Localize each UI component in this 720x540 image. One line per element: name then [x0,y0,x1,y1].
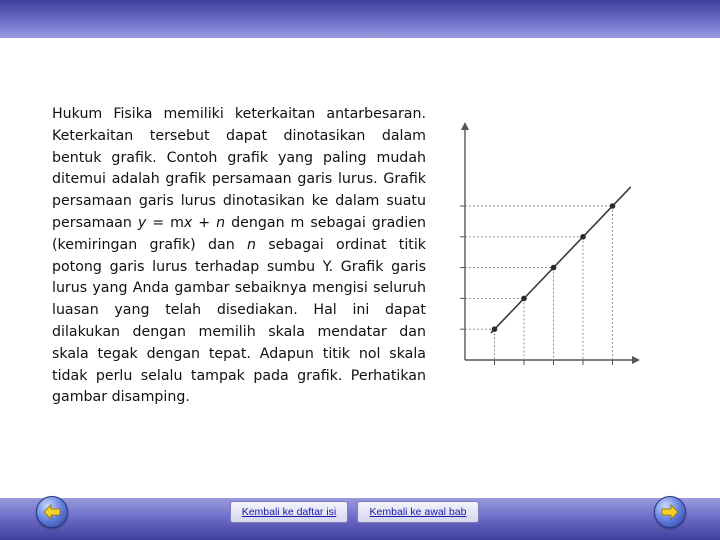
text-run: + [192,214,217,231]
previous-slide-button[interactable] [36,496,68,528]
italic-text-run: y [137,214,147,231]
best-fit-line [491,187,631,333]
next-slide-button[interactable] [654,496,686,528]
data-point [610,203,616,209]
italic-text-run: x [183,214,193,231]
y-axis-arrow [461,122,469,130]
text-run: = m [146,214,184,231]
header-bar [0,0,720,38]
data-point [580,234,586,240]
left-arrow-icon [43,504,61,520]
back-to-toc-button[interactable]: Kembali ke daftar isi [230,501,348,523]
italic-text-run: n [246,236,256,253]
text-run: Hukum Fisika memiliki keterkaitan antarbesaran. Keterkaitan tersebut dapat dinotasikan dalam bentuk grafik. Contoh grafik yang paling mudah ditemui adalah grafik persamaan garis lurus. Grafik persamaan garis lurus dinotasikan ke dalam suatu persamaan [52,106,426,231]
data-point [521,296,527,302]
text-run: sebagai ordinat titik potong garis lurus terhadap sumbu Y. Grafik garis lurus yang Anda gambar sebaiknya mengisi seluruh luasan yang telah disediakan. Hal ini dapat dilakukan dengan memilih skala mendatar dan skala tegak dengan tepat. Adapun titik nol skala tidak perlu selalu tampak pada grafik. Perhatikan gambar disamping. [52,236,426,406]
right-arrow-icon [661,504,679,520]
data-point [492,326,498,332]
text-run: dengan m sebagai gradien (kemiringan grafik) dan [52,214,426,253]
body-paragraph [52,104,426,409]
x-axis-arrow [632,356,640,364]
linear-graph-chart [455,118,645,374]
back-to-chapter-start-button[interactable]: Kembali ke awal bab [357,501,479,523]
italic-text-run: n [216,214,226,231]
data-point [551,265,557,271]
